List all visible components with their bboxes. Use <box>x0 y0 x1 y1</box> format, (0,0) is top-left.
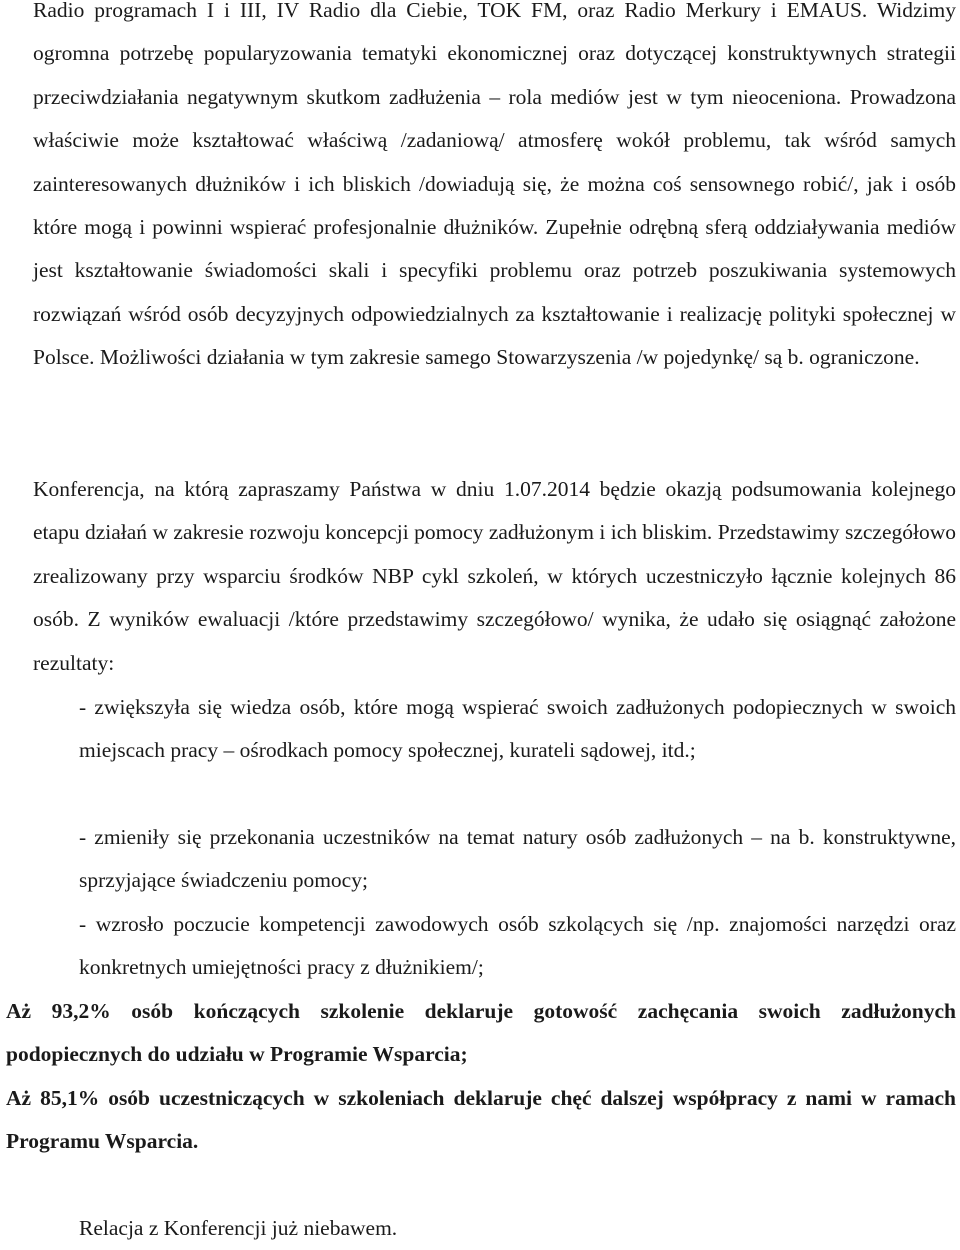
bold-statement-93: Aż 93,2% osób kończących szkolenie deklaruje gotowość zachęcania swoich zadłużonych podopiecznych do udziału w Programie Wsparcia; <box>6 999 956 1067</box>
list-item: - wzrosło poczucie kompetencji zawodowych osób szkolących się /np. znajomości narzędzi oraz konkretnych umiejętności pracy z dłużnikiem/; <box>79 912 956 980</box>
paragraph-media: Radio programach I i III, IV Radio dla Ciebie, TOK FM, oraz Radio Merkury i EMAUS. Widzimy ogromna potrzebę popularyzowania tematyki ekonomicznej oraz dotyczącej konstruktywnych strategii przeciwdziałania negatywnym skutkom zadłużenia – rola mediów jest w tym nieoceniona. Prowadzona właściwie może kształtować właściwą /zadaniową/ atmosferę wokół problemu, tak wśród samych zainteresowanych dłużników i ich bliskich /dowiadują się, że można coś sensownego robić/, jak i osób które mogą i powinni wspierać profesjonalnie dłużników. Zupełnie odrębną sferą oddziaływania mediów jest kształtowanie świadomości skali i specyfiki problemu oraz potrzeb poszukiwania systemowych rozwiązań wśród osób decyzyjnych odpowiedzialnych za kształtowanie i realizację polityki społecznej w Polsce. Możliwości działania w tym zakresie samego Stowarzyszenia /w pojedynkę/ są b. ograniczone. <box>33 0 956 370</box>
list-item: - zmieniły się przekonania uczestników na temat natury osób zadłużonych – na b. konstruktywne, sprzyjające świadczeniu pomocy; <box>79 825 956 893</box>
bold-statement-85: Aż 85,1% osób uczestniczących w szkoleniach deklaruje chęć dalszej współpracy z nami w ramach Programu Wsparcia. <box>6 1086 956 1154</box>
list-item: - zwiększyła się wiedza osób, które mogą wspierać swoich zadłużonych podopiecznych w swoich miejscach pracy – ośrodkach pomocy społecznej, kurateli sądowej, itd.; <box>79 695 956 763</box>
paragraph-conference: Konferencja, na którą zapraszamy Państwa w dniu 1.07.2014 będzie okazją podsumowania kolejnego etapu działań w zakresie rozwoju koncepcji pomocy zadłużonym i ich bliskim. Przedstawimy szczegółowo zrealizowany przy wsparciu środków NBP cykl szkoleń, w których uczestniczyło łącznie kolejnych 86 osób. Z wyników ewaluacji /które przedstawimy szczegółowo/ wynika, że udało się osiągnąć założone rezultaty: <box>33 477 956 675</box>
closing-line: Relacja z Konferencji już niebawem. <box>79 1216 398 1240</box>
